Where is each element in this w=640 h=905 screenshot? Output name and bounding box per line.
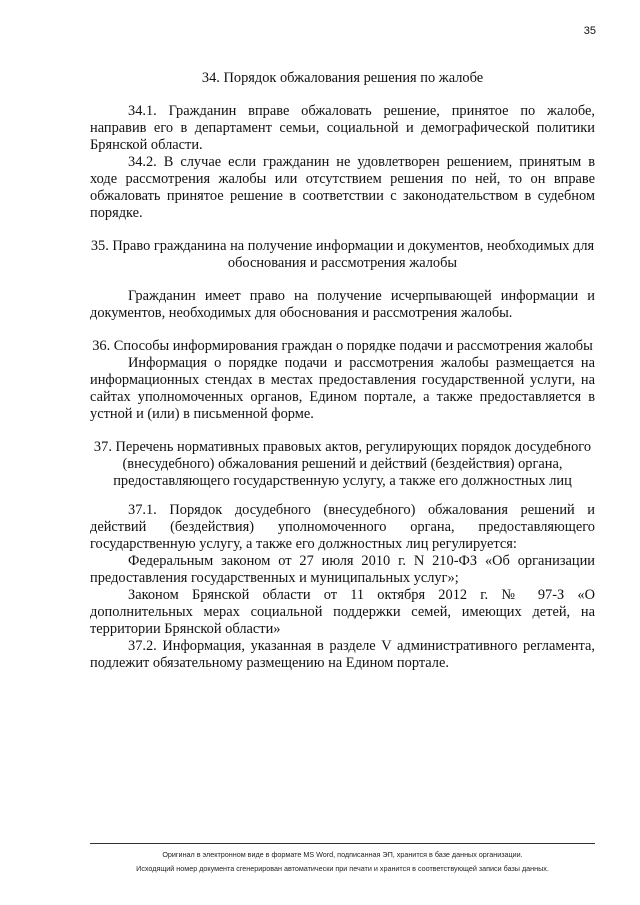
footer-divider [90,843,595,844]
paragraph-34-2: 34.2. В случае если гражданин не удовлетворен решением, принятым в ходе рассмотрения жалобы или отсутствием решения по ней, то он вправе обжаловать принятое решение в соответствии с законодательством в судебном порядке. [90,154,595,221]
section-heading-36: 36. Способы информирования граждан о порядке подачи и рассмотрения жалобы [92,338,593,354]
section-heading-34: 34. Порядок обжалования решения по жалобе [201,70,484,86]
paragraph-37-1: 37.1. Порядок досудебного (внесудебного) обжалования решений и действий (бездействия) уполномоченного органа, предоставляющего государственную услугу, а также его должностных лиц регулируется: [90,502,595,552]
document-body [90,70,595,672]
paragraph-35: Гражданин имеет право на получение исчерпывающей информации и документов, необходимых для обоснования и рассмотрения жалобы. [90,288,595,321]
footer-line-2: Исходящий номер документа сгенерирован автоматически при печати и хранится в соответствующей записи базы данных. [136,864,549,873]
page-number: 35 [583,25,596,37]
section-heading-35: 35. Право гражданина на получение информации и документов, необходимых для обоснования и рассмотрения жалобы [90,238,595,271]
section-heading-37: 37. Перечень нормативных правовых актов, регулирующих порядок досудебного (внесудебного) обжалования решений и действий (бездействия) органа, предоставляющего государственную услугу, а также его должностных лиц [93,439,592,489]
paragraph-37-2: 37.2. Информация, указанная в разделе V административного регламента, подлежит обязательному размещению на Едином портале. [90,638,595,671]
footer-line-1: Оригинал в электронном виде в формате MS Word, подписанная ЭП, хранится в базе данных организации. [162,850,523,859]
paragraph-37-law-federal: Федеральным законом от 27 июля 2010 г. N 210-ФЗ «Об организации предоставления государственных и муниципальных услуг»; [90,553,595,586]
paragraph-34-1: 34.1. Гражданин вправе обжаловать решение, принятое по жалобе, направив его в департамент семьи, социальной и демографической политики Брянской области. [90,103,595,153]
paragraph-37-law-regional: Законом Брянской области от 11 октября 2012 г. № 97-З «О дополнительных мерах социальной поддержки семей, имеющих детей, на территории Брянской области» [90,587,595,637]
paragraph-36: Информация о порядке подачи и рассмотрения жалобы размещается на информационных стендах в местах предоставления государственной услуги, на сайтах уполномоченных органов, Едином портале, а также предоставляется в устной и (или) в письменной форме. [90,355,595,422]
footer-note [70,848,615,876]
